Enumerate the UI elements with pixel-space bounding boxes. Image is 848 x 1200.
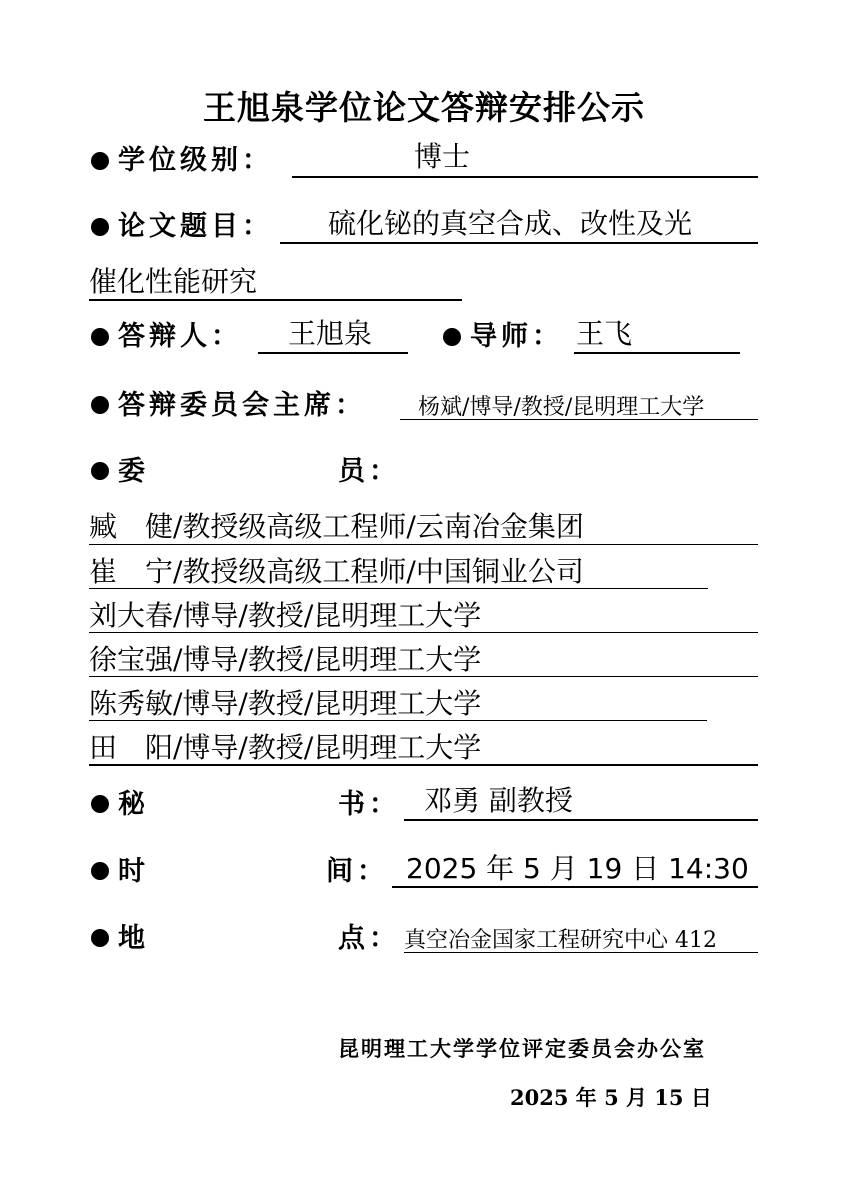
degree-underline [292, 176, 758, 178]
member-underline [89, 544, 758, 545]
thesis-title-line1: 硫化铋的真空合成、改性及光 [328, 207, 693, 240]
members-label-right: 员： [338, 456, 400, 487]
place-underline [404, 952, 758, 953]
defender-label: 答辩人： [118, 321, 242, 352]
degree-label: 学位级别： [118, 145, 273, 176]
advisor-underline [574, 352, 740, 354]
member-item: 臧 健/教授级高级工程师/云南冶金集团 [89, 510, 584, 543]
secretary-value: 邓勇 副教授 [424, 784, 573, 817]
thesis-title-line2: 催化性能研究 [89, 265, 258, 298]
chair-underline [400, 419, 758, 420]
bullet-icon [443, 328, 461, 346]
bullet-icon [91, 795, 109, 813]
member-item: 刘大春/博导/教授/昆明理工大学 [89, 599, 482, 632]
bullet-icon [91, 862, 109, 880]
member-underline [89, 676, 758, 677]
member-underline [89, 764, 758, 766]
bullet-icon [91, 462, 109, 480]
defender-underline [258, 352, 408, 354]
page-title: 王旭泉学位论文答辩安排公示 [203, 88, 645, 127]
bullet-icon [91, 929, 109, 947]
bullet-icon [91, 328, 109, 346]
thesis-label: 论文题目： [118, 211, 273, 242]
time-underline [392, 886, 758, 888]
secretary-label-right: 书： [338, 789, 400, 820]
advisor-label: 导师： [470, 321, 563, 352]
member-item: 崔 宁/教授级高级工程师/中国铜业公司 [89, 555, 584, 588]
bullet-icon [91, 152, 109, 170]
issuer: 昆明理工大学学位评定委员会办公室 [338, 1036, 706, 1061]
place-label-right: 点： [338, 923, 400, 954]
member-item: 田 阳/博导/教授/昆明理工大学 [89, 731, 482, 764]
chair-label: 答辩委员会主席： [118, 390, 366, 421]
member-underline [89, 720, 707, 721]
time-value: 2025 年 5 月 19 日 14:30 [406, 852, 749, 885]
bullet-icon [91, 396, 109, 414]
members-label-left: 委 [118, 456, 149, 487]
thesis-underline-1 [280, 242, 758, 244]
chair-value: 杨斌/博导/教授/昆明理工大学 [418, 395, 705, 420]
bullet-icon [91, 218, 109, 236]
thesis-underline-2 [89, 299, 462, 301]
issue-date: 2025 年 5 月 15 日 [510, 1085, 712, 1110]
place-value: 真空冶金国家工程研究中心 412 [404, 928, 717, 953]
degree-value: 博士 [414, 140, 471, 173]
member-item: 陈秀敏/博导/教授/昆明理工大学 [89, 687, 482, 720]
secretary-label-left: 秘 [118, 789, 149, 820]
member-underline [89, 588, 708, 589]
time-label-left: 时 [118, 856, 149, 887]
advisor-value: 王飞 [576, 317, 633, 350]
place-label-left: 地 [118, 923, 149, 954]
defender-value: 王旭泉 [288, 317, 373, 350]
time-label-right: 间： [326, 856, 388, 887]
member-underline [89, 632, 758, 633]
member-item: 徐宝强/博导/教授/昆明理工大学 [89, 643, 482, 676]
secretary-underline [404, 819, 758, 821]
